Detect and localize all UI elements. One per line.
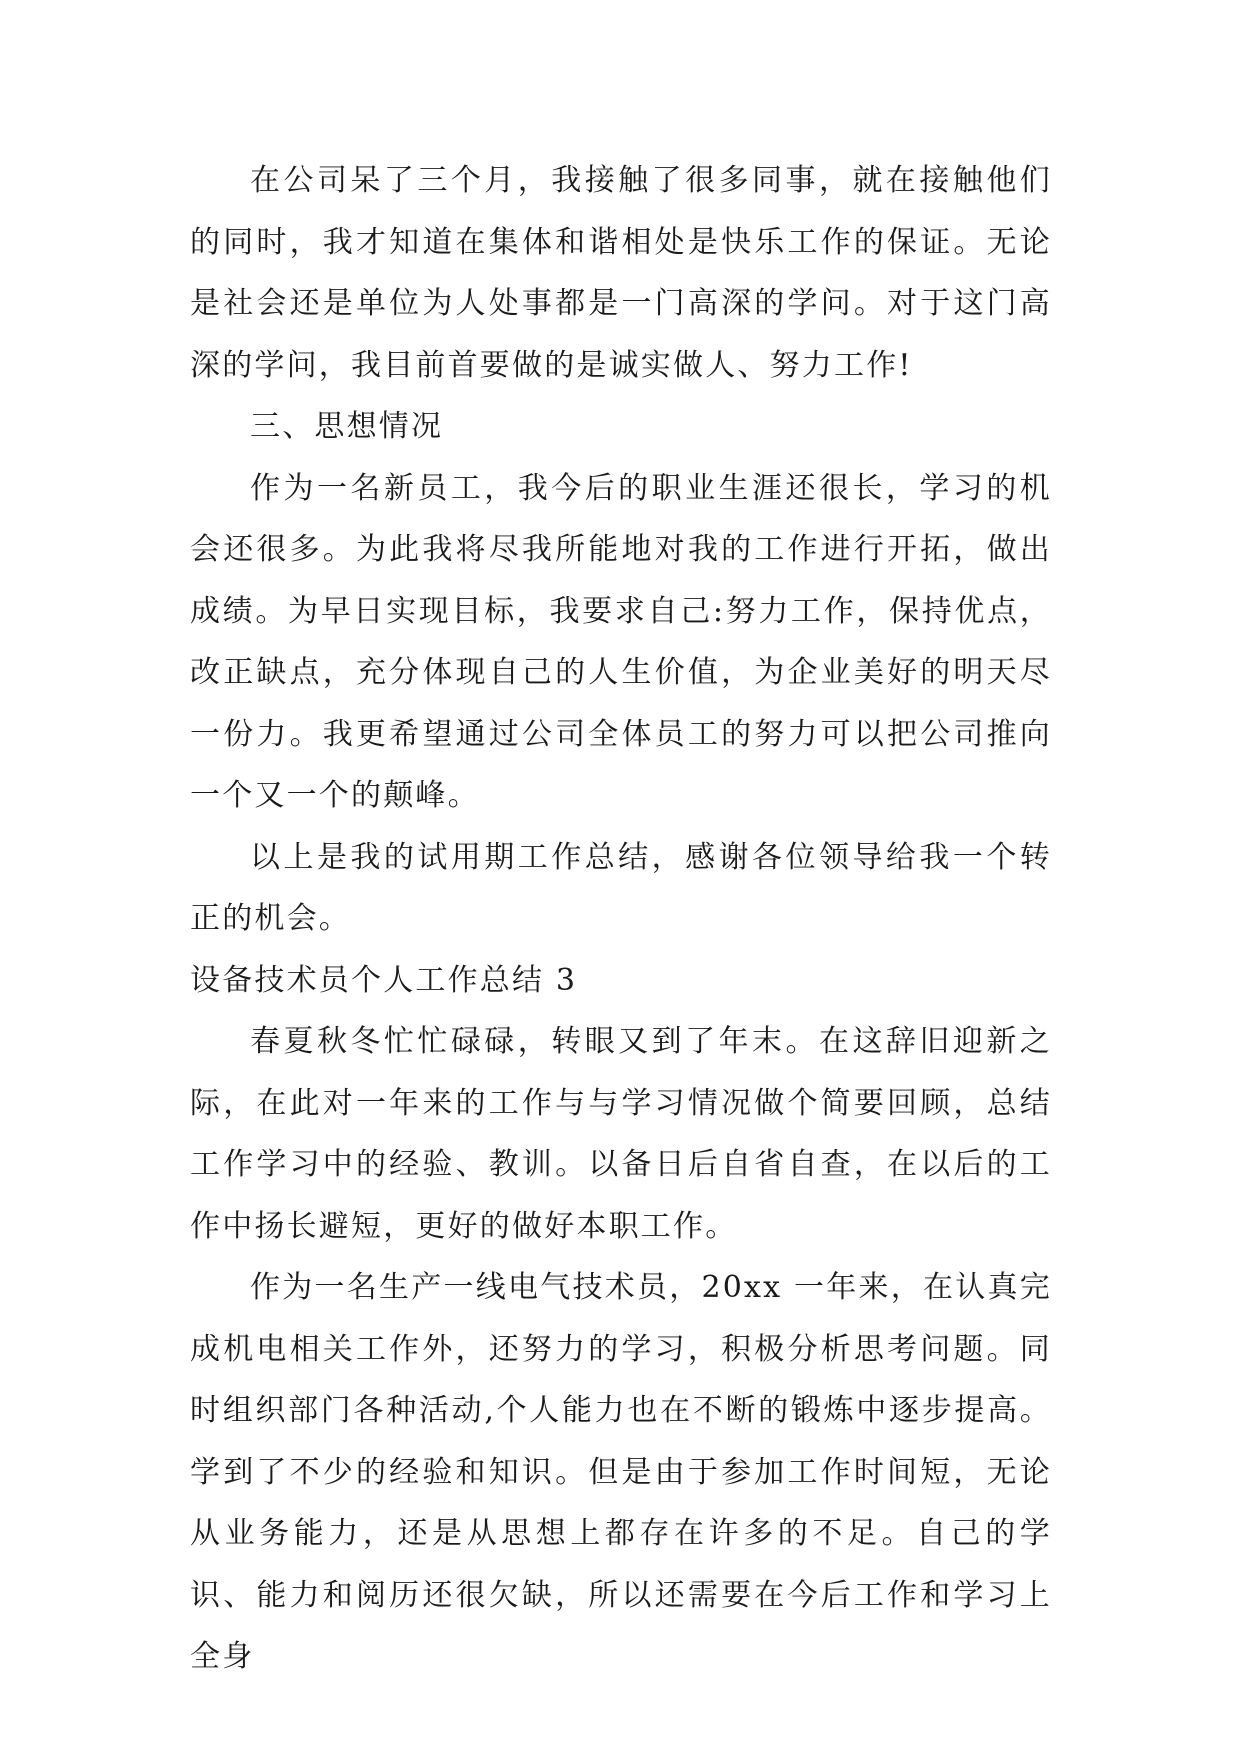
document-title: 设备技术员个人工作总结 3 [190,962,578,998]
paragraph-technician: 作为一名生产一线电气技术员，20xx 一年来，在认真完成机电相关工作外，还努力的学习，积极分析思考问题。同时组织部门各种活动,个人能力也在不断的锻炼中逐步提高。学到了不少的经验和知识。但是由于参加工作时间短，无论从业务能力，还是从思想上都存在许多的不足。自己的学识、能力和阅历还很欠缺，所以还需要在今后工作和学习上全身 [190,1270,1052,1674]
paragraph-year-end: 春夏秋冬忙忙碌碌，转眼又到了年末。在这辞旧迎新之际，在此对一年来的工作与与学习情况做个简要回顾，总结工作学习中的经验、教训。以备日后自省自查，在以后的工作中扬长避短，更好的做好本职工作。 [190,1024,1052,1244]
paragraph-colleagues: 在公司呆了三个月，我接触了很多同事，就在接触他们的同时，我才知道在集体和谐相处是快乐工作的保证。无论是社会还是单位为人处事都是一门高深的学问。对于这门高深的学问，我目前首要做的是诚实做人、努力工作! [190,163,1052,383]
document-body [190,150,1052,1688]
paragraph-closing: 以上是我的试用期工作总结，感谢各位领导给我一个转正的机会。 [190,839,1052,936]
paragraph-new-employee: 作为一名新员工，我今后的职业生涯还很长，学习的机会还很多。为此我将尽我所能地对我的工作进行开拓，做出成绩。为早日实现目标，我要求自己:努力工作，保持优点，改正缺点，充分体现自己的人生价值，为企业美好的明天尽一份力。我更希望通过公司全体员工的努力可以把公司推向一个又一个的颠峰。 [190,470,1052,813]
section-heading-thoughts: 三、思想情况 [250,409,444,444]
